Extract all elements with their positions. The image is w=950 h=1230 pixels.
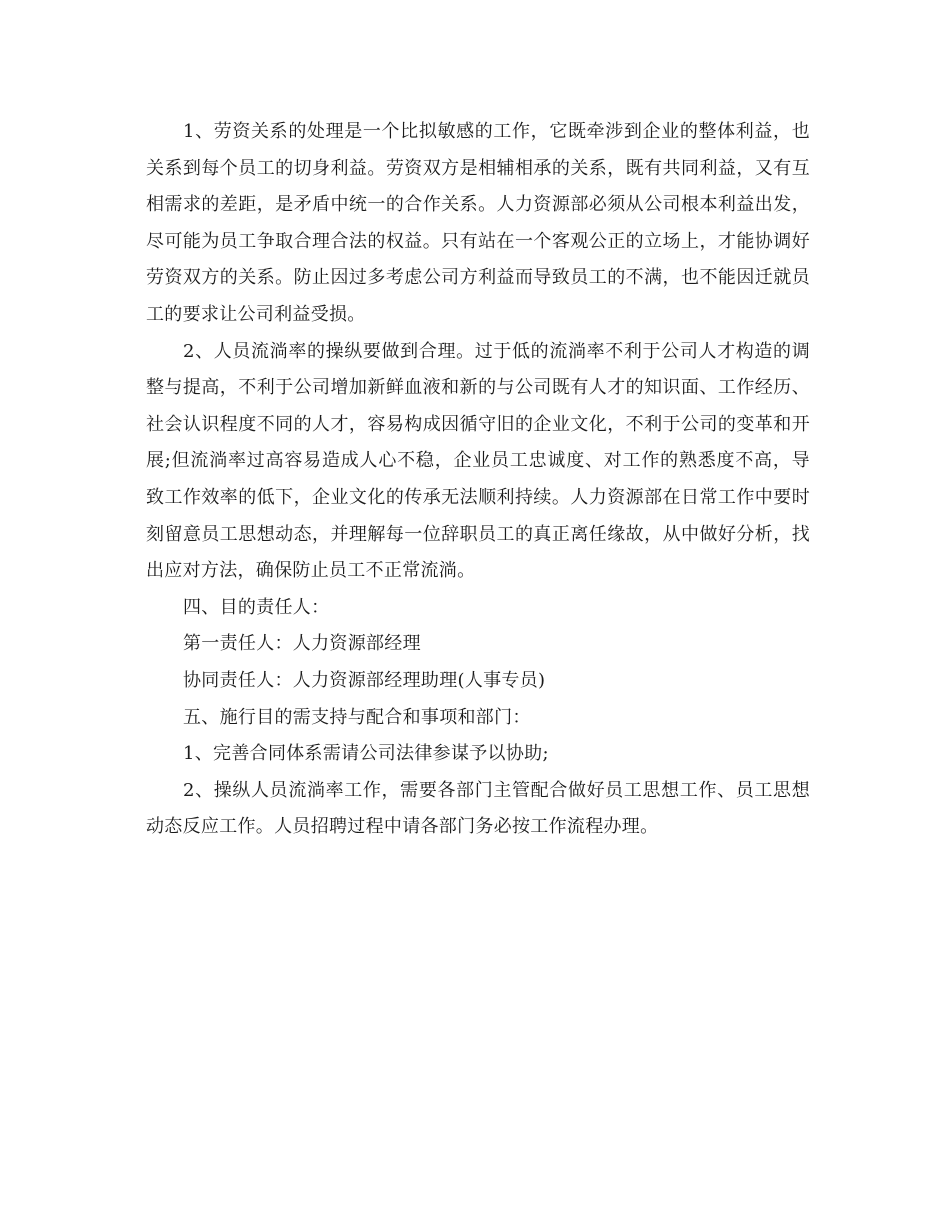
section-heading-responsible: 四、目的责任人： — [183, 596, 330, 618]
paragraph-turnover-rate: 2、人员流淌率的操纵要做到合理。过于低的流淌率不利于公司人才构造的调整与提高，不利于公司增加新鲜血液和新的与公司既有人才的知识面、工作经历、社会认识程度不同的人才，容易构成因循守旧的企业文化，不利于公司的变革和开展;但流淌率过高容易造成人心不稳，企业员工忠诚度、对工作的熟悉度不高，导致工作效率的低下，企业文化的传承无法顺利持续。人力资源部在日常工作中要时刻留意员工思想动态，并理解每一位辞职员工的真正离任缘故，从中做好分析，找出应对方法，确保防止员工不正常流淌。 — [146, 340, 810, 582]
document-body — [146, 114, 810, 846]
first-responsible-person: 第一责任人：人力资源部经理 — [183, 633, 421, 655]
paragraph-labor-relations: 1、劳资关系的处理是一个比拟敏感的工作，它既牵涉到企业的整体利益，也关系到每个员工的切身利益。劳资双方是相辅相承的关系，既有共同利益，又有互相需求的差距，是矛盾中统一的合作关系。人力资源部必须从公司根本利益出发，尽可能为员工争取合理合法的权益。只有站在一个客观公正的立场上，才能协调好劳资双方的关系。防止因过多考虑公司方利益而导致员工的不满，也不能因迁就员工的要求让公司利益受损。 — [146, 121, 810, 325]
section-heading-support: 五、施行目的需支持与配合和事项和部门： — [183, 706, 531, 728]
support-item-turnover: 2、操纵人员流淌率工作，需要各部门主管配合做好员工思想工作、员工思想动态反应工作。人员招聘过程中请各部门务必按工作流程办理。 — [146, 779, 810, 838]
co-responsible-person: 协同责任人：人力资源部经理助理(人事专员) — [183, 669, 546, 691]
support-item-contract: 1、完善合同体系需请公司法律参谋予以协助; — [183, 743, 549, 765]
